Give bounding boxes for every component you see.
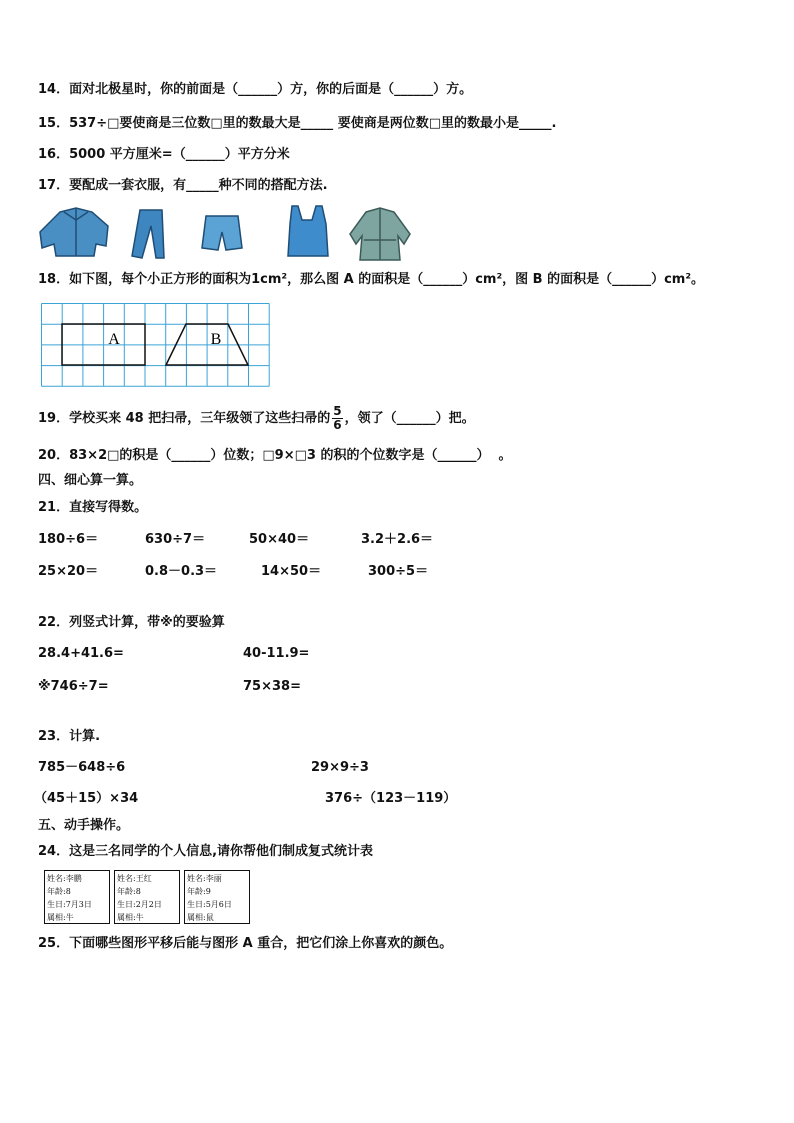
clothes-illustration xyxy=(38,204,418,262)
calc-item: 630÷7＝ xyxy=(145,532,206,547)
fraction-numerator: 5 xyxy=(333,404,342,418)
question-23: 23．计算. xyxy=(38,729,101,744)
section-5-heading: 五、动手操作。 xyxy=(38,818,130,833)
label-b: B xyxy=(210,331,222,348)
card-zodiac: 属相:鼠 xyxy=(187,913,214,922)
section-4-heading: 四、细心算一算。 xyxy=(38,473,143,488)
coat-icon xyxy=(350,208,410,260)
question-20: 20．83×2□的积是（______）位数；□9×□3 的积的个位数字是（______） 。 xyxy=(38,448,512,463)
card-age: 年龄:9 xyxy=(187,887,211,896)
question-17: 17．要配成一套衣服，有_____种不同的搭配方法. xyxy=(38,178,328,193)
card-birthday: 生日:7月3日 xyxy=(47,900,92,909)
card-age: 年龄:8 xyxy=(117,887,141,896)
calc-item: 50×40＝ xyxy=(249,532,310,547)
card-name: 姓名:李丽 xyxy=(187,874,222,883)
calc-item: 14×50＝ xyxy=(261,564,322,579)
question-14: 14．面对北极星时，你的前面是（______）方，你的后面是（______）方。 xyxy=(38,82,473,97)
calc-item: 785－648÷6 xyxy=(38,760,126,775)
calc-item: 40-11.9= xyxy=(243,646,310,661)
grid-figure xyxy=(41,303,273,389)
card-birthday: 生日:5月6日 xyxy=(187,900,232,909)
student-card xyxy=(114,870,180,924)
calc-item: 3.2＋2.6＝ xyxy=(361,532,434,547)
calc-item: 376÷（123－119） xyxy=(325,791,457,806)
question-25: 25．下面哪些图形平移后能与图形 A 重合，把它们涂上你喜欢的颜色。 xyxy=(38,936,453,951)
calc-item: 0.8－0.3＝ xyxy=(145,564,218,579)
question-18: 18．如下图，每个小正方形的面积为1cm²，那么图 A 的面积是（______）cm²，图 B 的面积是（______）cm²。 xyxy=(38,272,705,287)
student-card xyxy=(44,870,110,924)
question-22: 22．列竖式计算，带※的要验算 xyxy=(38,615,225,630)
calc-item: 180÷6＝ xyxy=(38,532,99,547)
calc-item: 300÷5＝ xyxy=(368,564,429,579)
student-info-cards xyxy=(44,870,250,924)
calc-item: （45＋15）×34 xyxy=(34,791,139,806)
question-21: 21．直接写得数。 xyxy=(38,500,148,515)
card-birthday: 生日:2月2日 xyxy=(117,900,162,909)
q19-after: ，领了（______）把。 xyxy=(344,411,475,426)
fraction-denominator: 6 xyxy=(333,418,342,432)
fraction xyxy=(332,405,342,432)
shorts-icon xyxy=(202,216,242,250)
card-zodiac: 属相:牛 xyxy=(47,913,74,922)
calc-item: 25×20＝ xyxy=(38,564,99,579)
calc-item: ※746÷7= xyxy=(38,679,109,694)
calc-item: 75×38= xyxy=(243,679,301,694)
question-24: 24．这是三名同学的个人信息,请你帮他们制成复式统计表 xyxy=(38,844,374,859)
card-name: 姓名:王红 xyxy=(117,874,152,883)
calc-item: 29×9÷3 xyxy=(311,760,369,775)
jacket-icon xyxy=(40,208,108,256)
card-age: 年龄:8 xyxy=(47,887,71,896)
label-a: A xyxy=(108,331,120,348)
student-card xyxy=(184,870,250,924)
question-19 xyxy=(38,404,475,434)
card-name: 姓名:李鹏 xyxy=(47,874,82,883)
trousers-icon xyxy=(132,210,164,258)
q19-before: 19．学校买来 48 把扫帚，三年级领了这些扫帚的 xyxy=(38,411,331,426)
card-zodiac: 属相:牛 xyxy=(117,913,144,922)
calc-item: 28.4+41.6= xyxy=(38,646,124,661)
question-15: 15．537÷□要使商是三位数□里的数最大是_____ 要使商是两位数□里的数最小是_____. xyxy=(38,116,557,131)
tank-top-icon xyxy=(288,206,328,256)
question-16: 16．5000 平方厘米=（______）平方分米 xyxy=(38,147,290,162)
